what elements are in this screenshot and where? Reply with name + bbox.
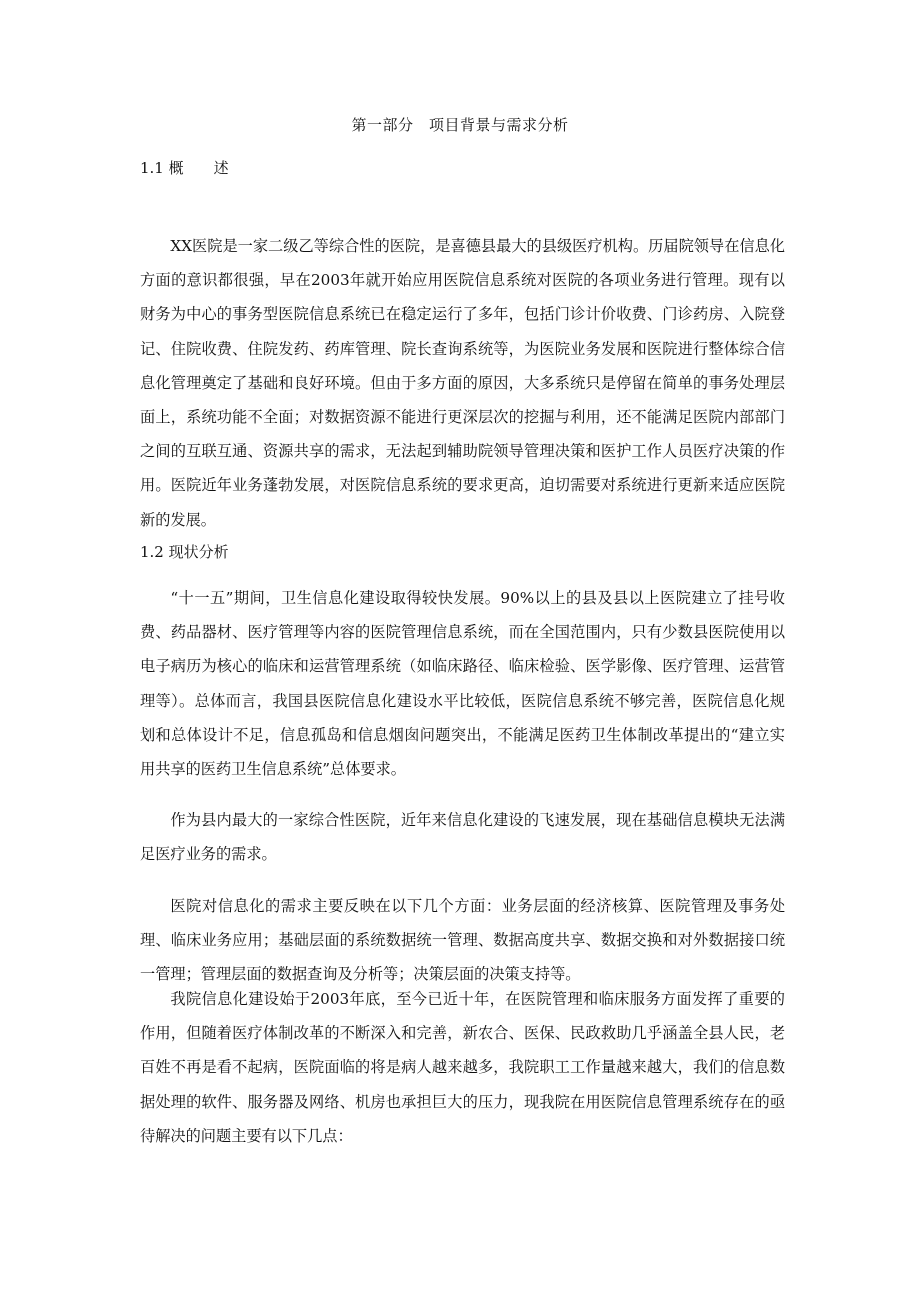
paragraph-overview: XX医院是一家二级乙等综合性的医院，是喜德县最大的县级医疗机构。历届院领导在信息化方面的意识都很强，早在2003年就开始应用医院信息系统对医院的各项业务进行管理。现有以财务为中心的事务型医院信息系统已在稳定运行了多年，包括门诊计价收费、门诊药房、入院登记、住院收费、住院发药、药库管理、院长查询系统等，为医院业务发展和医院进行整体综合信息化管理奠定了基础和良好环境。但由于多方面的原因，大多系统只是停留在简单的事务处理层面上，系统功能不全面；对数据资源不能进行更深层次的挖掘与利用，还不能满足医院内部部门之间的互联互通、资源共享的需求，无法起到辅助院领导管理决策和医护工作人员医疗决策的作用。医院近年业务蓬勃发展，对医院信息系统的要求更高，迫切需要对系统进行更新来适应医院新的发展。: [140, 237, 785, 529]
paragraph-status-2: 作为县内最大的一家综合性医院，近年来信息化建设的飞速发展，现在基础信息模块无法满足医疗业务的需求。: [140, 811, 785, 864]
paragraph-status-3: 医院对信息化的需求主要反映在以下几个方面：业务层面的经济核算、医院管理及事务处理、临床业务应用；基础层面的系统数据统一管理、数据高度共享、数据交换和对外数据接口统一管理；管理层面的数据查询及分析等；决策层面的决策支持等。: [140, 897, 785, 984]
paragraph-status-4: 我院信息化建设始于2003年底，至今已近十年，在医院管理和临床服务方面发挥了重要的作用，但随着医疗体制改革的不断深入和完善，新农合、医保、民政救助几乎涵盖全县人民，老百姓不再是看不起病，医院面临的将是病人越来越多，我院职工工作量越来越大，我们的信息数据处理的软件、服务器及网络、机房也承担巨大的压力，现我院在用医院信息管理系统存在的亟待解决的问题主要有以下几点：: [140, 990, 785, 1145]
paragraph-status-1: “十一五”期间，卫生信息化建设取得较快发展。90%以上的县及县以上医院建立了挂号收费、药品器材、医疗管理等内容的医院管理信息系统，而在全国范围内，只有少数县医院使用以电子病历为核心的临床和运营管理系统（如临床路径、临床检验、医学影像、医疗管理、运营管理等）。总体而言，我国县医院信息化建设水平比较低，医院信息系统不够完善，医院信息化规划和总体设计不足，信息孤岛和信息烟囱问题突出，不能满足医药卫生体制改革提出的“建立实用共享的医药卫生信息系统”总体要求。: [140, 589, 785, 779]
section-heading-status-analysis: 1.2 现状分析: [140, 543, 229, 561]
page-title: 第一部分 项目背景与需求分析: [351, 116, 569, 134]
section-heading-overview: 1.1 概 述: [140, 159, 229, 177]
